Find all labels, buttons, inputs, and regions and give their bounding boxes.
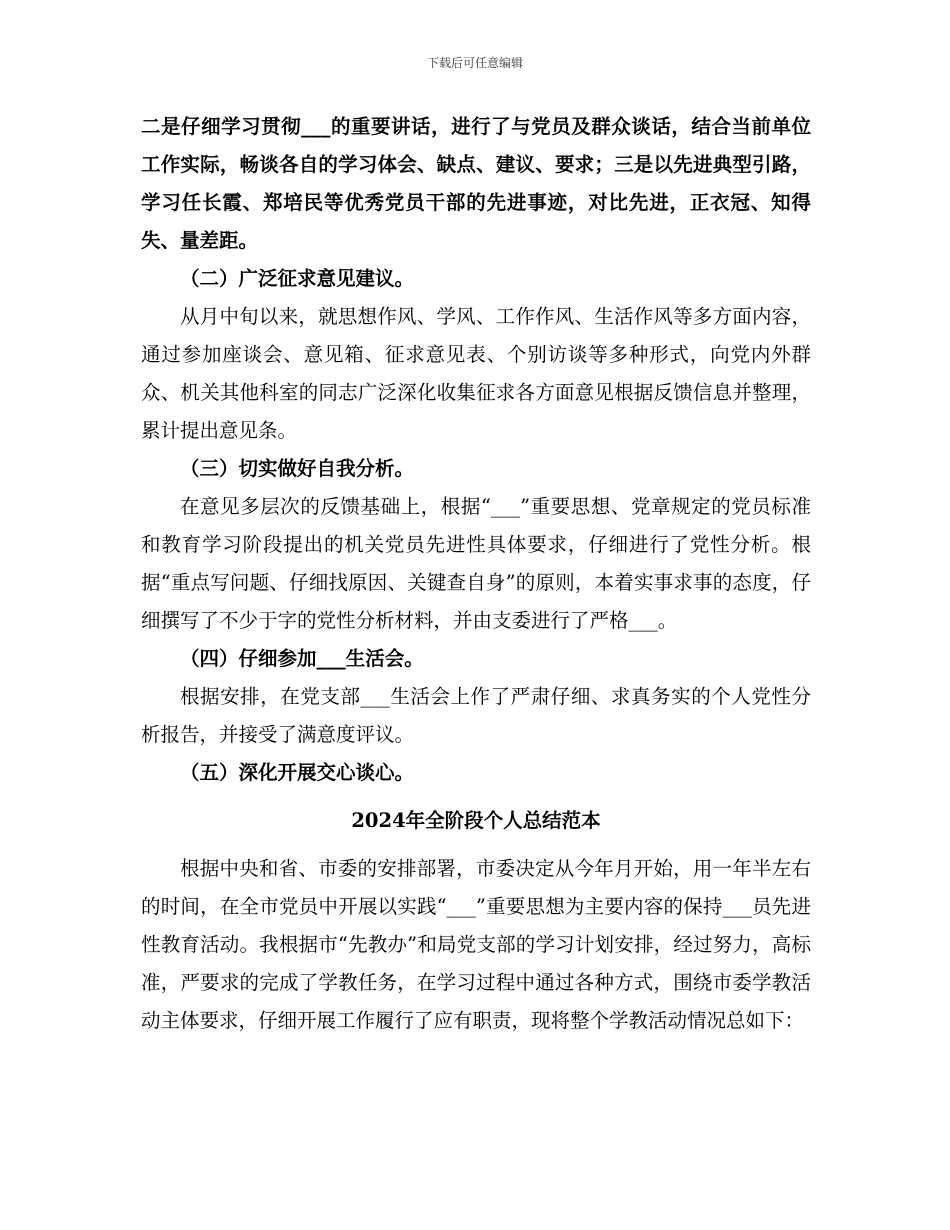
document-title: 2024年全阶段个人总结范本	[351, 809, 601, 832]
section-heading-2: （二）广泛征求意见建议。	[180, 267, 415, 290]
paragraph-1: 二是仔细学习贯彻___的重要讲话，进行了与党员及群众谈话，结合当前单位工作实际，畅谈各自的学习体会、缺点、建议、要求；三是以先进典型引路，学习任长霞、郑培民等优秀党员干部的先进事迹，对比先进，正衣冠、知得失、量差距。	[141, 115, 811, 252]
paragraph-2: 从月中旬以来，就思想作风、学风、工作作风、生活作风等多方面内容，通过参加座谈会、意见箱、征求意见表、个别访谈等多种形式，向党内外群众、机关其他科室的同志广泛深化收集征求各方面意见根据反馈信息并整理，累计提出意见条。	[141, 305, 811, 442]
paragraph-4: 根据安排，在党支部___生活会上作了严肃仔细、求真务实的个人党性分析报告，并接受了满意度评议。	[141, 685, 811, 746]
paragraph-5: 根据中央和省、市委的安排部署，市委决定从今年月开始，用一年半左右的时间，在全市党员中开展以实践“___”重要思想为主要内容的保持___员先进性教育活动。我根据市“先教办”和局党支部的学习计划安排，经过努力，高标准，严要求的完成了学教任务，在学习过程中通过各种方式，围绕市委学教活动主体要求，仔细开展工作履行了应有职责，现将整个学教活动情况总如下：	[141, 857, 811, 1032]
section-heading-4: （四）仔细参加___生活会。	[180, 647, 424, 670]
section-heading-5: （五）深化开展交心谈心。	[180, 761, 415, 784]
paragraph-3: 在意见多层次的反馈基础上，根据“___”重要思想、党章规定的党员标准和教育学习阶段提出的机关党员先进性具体要求，仔细进行了党性分析。根据“重点写问题、仔细找原因、关键查自身”的原则，本着实事求事的态度，仔细撰写了不少于字的党性分析材料，并由支委进行了严格___。	[141, 495, 811, 632]
section-heading-3: （三）切实做好自我分析。	[180, 457, 415, 480]
page-header-note: 下载后可任意编辑	[426, 56, 523, 70]
document-body	[141, 108, 811, 1040]
